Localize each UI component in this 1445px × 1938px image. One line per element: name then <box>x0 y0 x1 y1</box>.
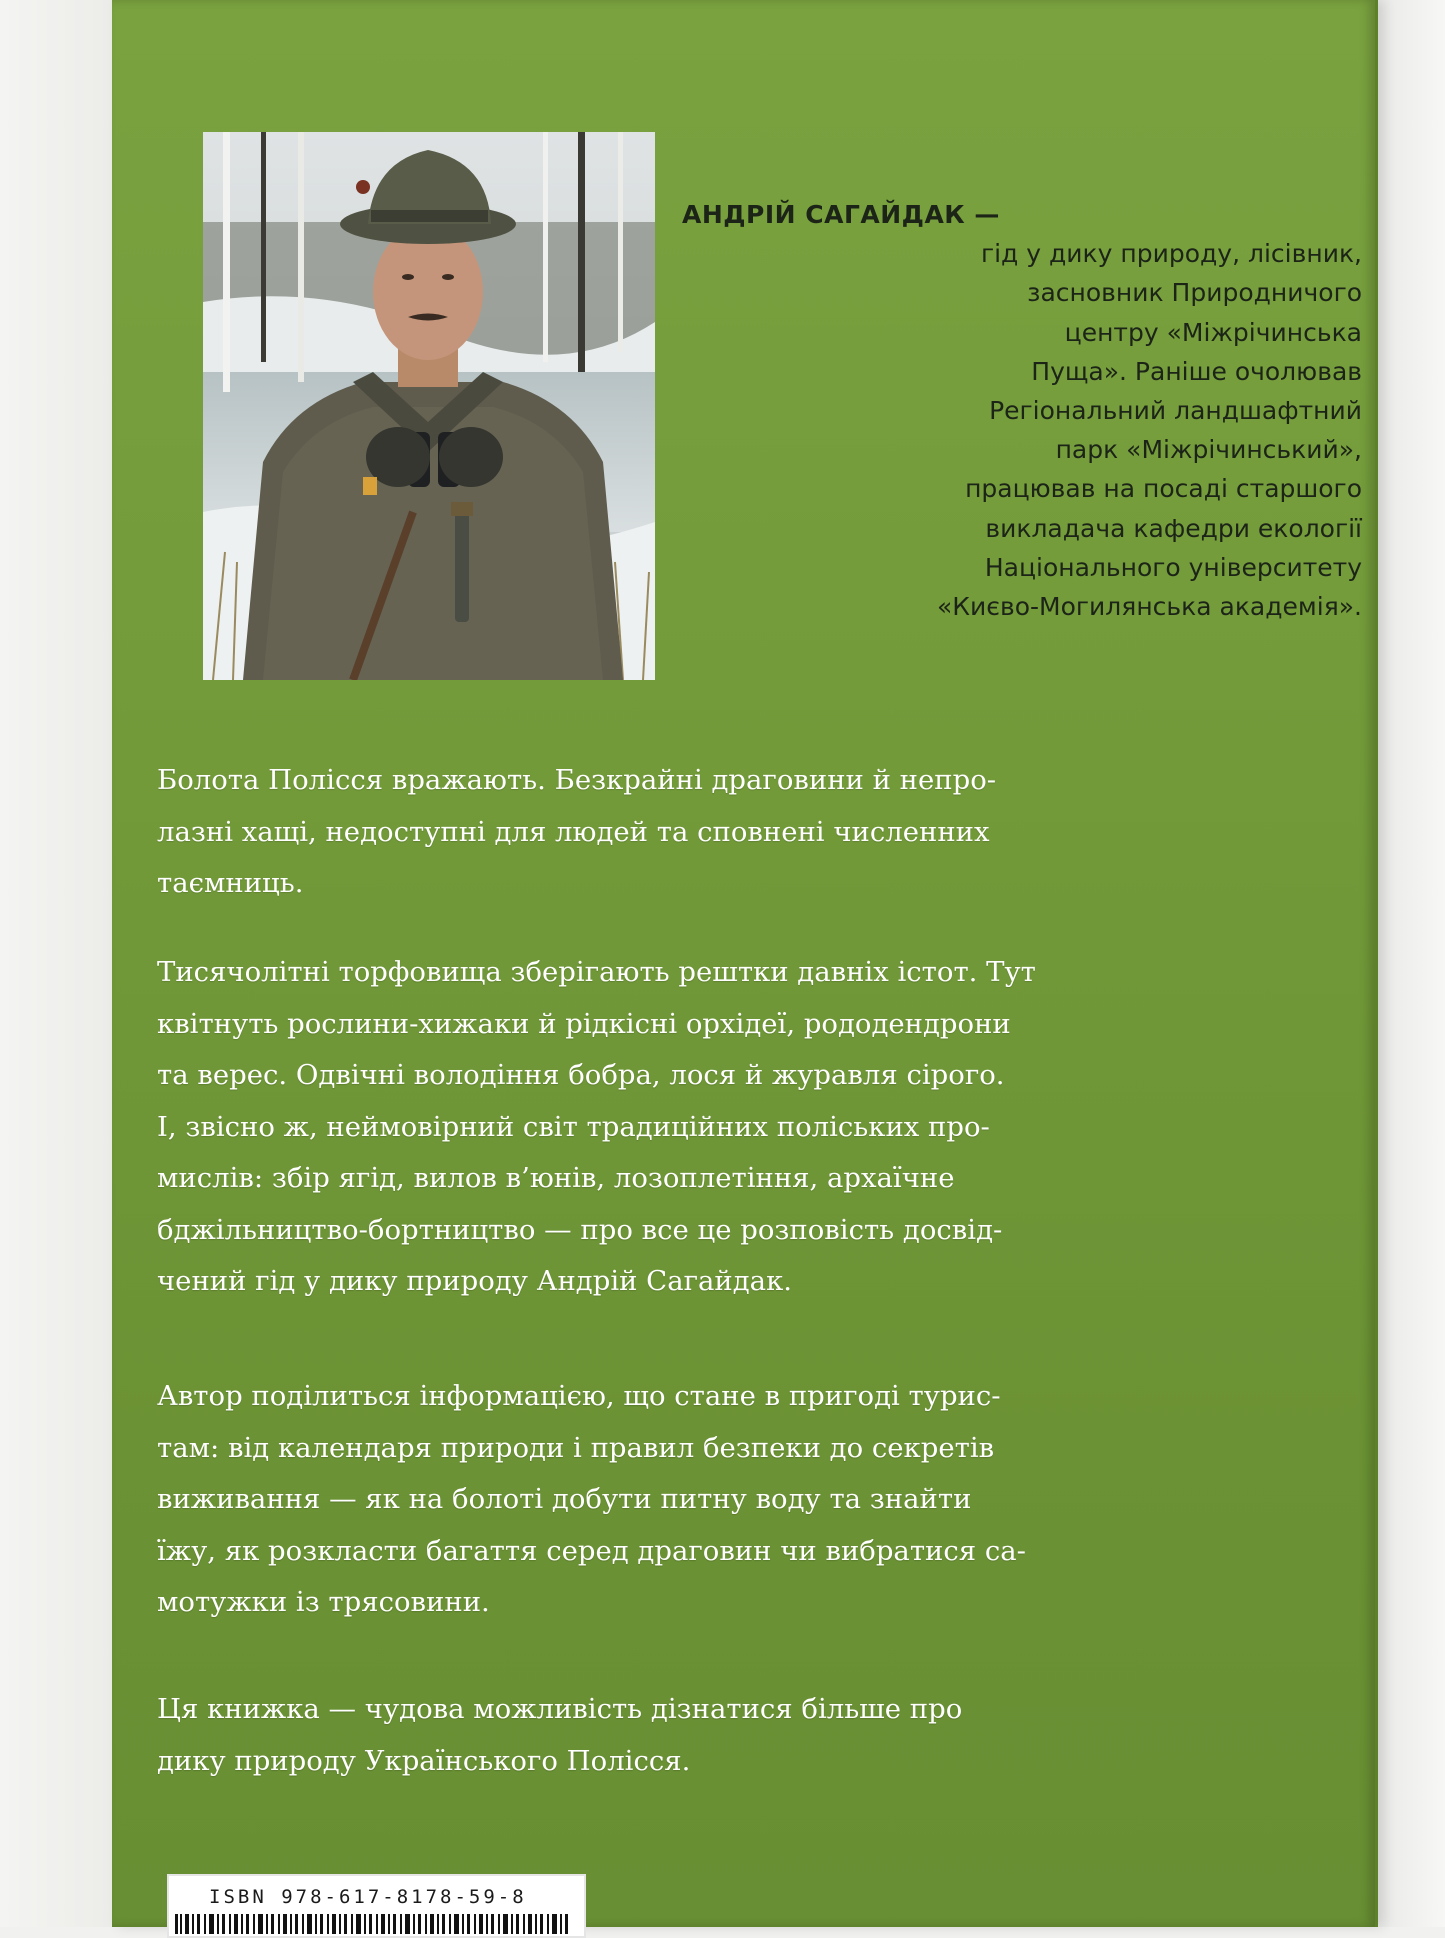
book-back-cover <box>112 0 1378 1927</box>
author-bio <box>682 195 1362 626</box>
bio-line: парк «Міжрічинський», <box>1055 435 1362 465</box>
bio-line: Регіональний ландшафтний <box>989 396 1362 426</box>
bio-line: Пуща». Раніше очолював <box>1031 356 1362 386</box>
text-line: мотужки із трясовини. <box>157 1586 490 1618</box>
text-line: лазні хащі, недоступні для людей та сповнені численних <box>157 815 990 848</box>
text-line: їжу, як розкласти багаття серед драговин чи вибратися са- <box>157 1534 1026 1567</box>
isbn-barcode <box>167 1874 586 1938</box>
author-photo <box>203 132 655 680</box>
description-paragraph-1 <box>157 755 1267 910</box>
text-line: та верес. Одвічні володіння бобра, лося й журавля сірого. <box>157 1059 1005 1091</box>
description-paragraph-2 <box>157 947 1267 1308</box>
description-paragraph-3 <box>157 1371 1267 1629</box>
backdrop-right <box>1375 0 1445 1927</box>
text-line: виживання — як на болоті добути питну воду та знайти <box>157 1483 972 1515</box>
bio-line: працював на посаді старшого <box>965 474 1362 504</box>
text-line: дику природу Українського Полісся. <box>157 1744 691 1777</box>
bio-line: засновник Природничого <box>1027 278 1362 308</box>
bio-line: центру «Міжрічинська <box>1064 317 1362 347</box>
text-line: там: від календаря природи і правил безпеки до секретів <box>157 1431 995 1464</box>
text-line: бджільництво-бортництво — про все це розповість досвід- <box>157 1213 1003 1246</box>
bio-line: викладача кафедри екології <box>985 513 1362 543</box>
text-line: таємниць. <box>157 867 304 899</box>
text-line: чений гід у дику природу Андрій Сагайдак. <box>157 1265 793 1297</box>
text-line: Ця книжка — чудова можливість дізнатися більше про <box>157 1693 963 1725</box>
bio-line: Національного університету <box>984 552 1362 582</box>
text-line: І, звісно ж, неймовірний світ традиційних поліських про- <box>157 1110 990 1143</box>
isbn-number: ISBN 978-617-8178-59-8 <box>209 1886 527 1908</box>
bio-line: гід у дику природу, лісівник, <box>980 239 1362 269</box>
backdrop-left <box>0 0 112 1927</box>
barcode-bars <box>175 1914 575 1934</box>
text-line: Тисячолітні торфовища зберігають рештки давніх істот. Тут <box>157 956 1036 988</box>
author-name: АНДРІЙ САГАЙДАК — <box>682 200 1000 229</box>
description-paragraph-4 <box>157 1684 1267 1787</box>
text-line: квітнуть рослини-хижаки й рідкісні орхідеї, рододендрони <box>157 1007 1011 1040</box>
text-line: мислів: збір ягід, вилов в’юнів, лозоплетіння, архаїчне <box>157 1162 955 1194</box>
text-line: Автор поділиться інформацією, що стане в пригоді турис- <box>157 1380 1001 1412</box>
bio-line: «Києво-Могилянська академія». <box>936 592 1362 622</box>
text-line: Болота Полісся вражають. Безкрайні драговини й непро- <box>157 764 997 796</box>
